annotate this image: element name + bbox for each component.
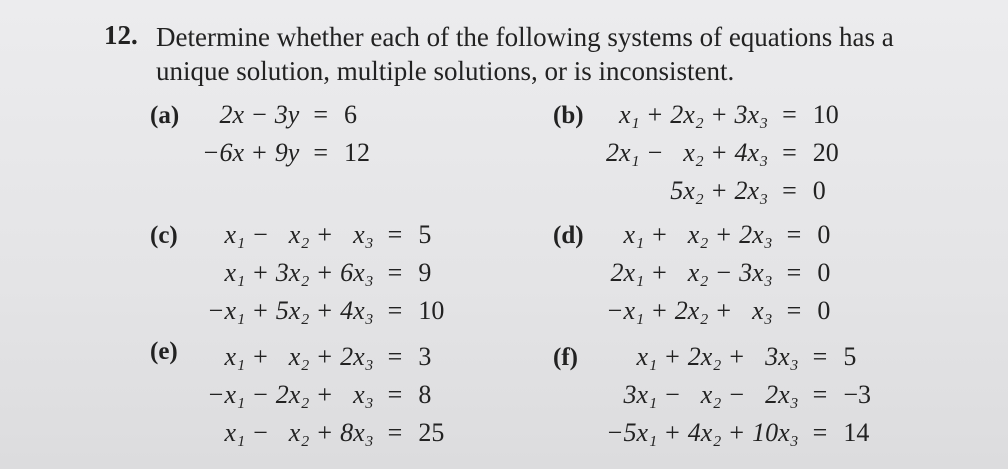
term: x₂ [687,220,709,249]
equation-row [604,414,871,452]
term: 5x₂ [275,296,310,325]
equation-row [205,292,444,330]
operator: + [647,100,663,129]
operator: − [647,138,663,167]
equation-row [604,254,830,292]
term: 2x₃ [765,380,799,409]
equals-sign: = [387,342,403,371]
term: x₃ [752,296,773,325]
operator: + [716,220,732,249]
operator: + [652,220,667,249]
equation-row [604,216,830,254]
system-b [604,96,839,210]
equation-row [200,134,370,172]
operator: + [317,342,333,371]
operator: − [252,100,267,129]
operator: + [253,342,268,371]
term: x₂ [288,418,310,447]
operator [642,172,669,210]
equation-row [604,376,871,414]
term: −x₁ [207,296,246,325]
term: x₁ [224,258,246,287]
operator: + [253,296,268,325]
operator: + [652,296,667,325]
equation-row [604,96,839,134]
term: 2x₃ [734,176,769,205]
rhs-value: 5 [843,342,857,371]
equals-sign: = [782,138,797,167]
term: 6x₃ [340,258,374,287]
term: 10x₃ [752,418,799,447]
equals-sign: = [387,296,403,325]
operator: + [317,418,333,447]
equals-sign: = [313,100,328,129]
operator: + [317,380,333,409]
part-label-a: (a) [150,102,180,129]
term: 4x₃ [734,138,769,167]
part-label-b: (b) [553,102,584,129]
equation-row [604,134,839,172]
rhs-value: 20 [812,138,839,167]
operator: + [665,418,680,447]
equation-row [205,338,444,376]
equals-sign: = [786,220,802,249]
operator: + [711,138,727,167]
term: x₂ [687,258,709,287]
term: x₃ [353,380,374,409]
part-label-d: (d) [553,222,584,249]
equals-sign: = [786,296,802,325]
term: −5x₁ [606,418,658,447]
part-label-f: (f) [553,344,578,371]
problem-number: 12. [104,20,138,50]
term: 5x₂ [670,176,704,205]
equals-sign: = [387,380,403,409]
term: x₂ [683,138,704,167]
equals-sign: = [812,418,828,447]
rhs-value: 0 [817,220,831,249]
operator: + [716,296,732,325]
system-d [604,216,830,330]
term: 2x₂ [687,342,722,371]
operator: + [253,258,268,287]
operator: + [711,176,727,205]
term: 3x₃ [765,342,799,371]
equals-sign: = [313,138,328,167]
rhs-value: 10 [418,296,445,325]
rhs-value: 25 [418,418,445,447]
part-label-e: (e) [150,338,178,365]
term: 3x₁ [623,380,658,409]
system-a [200,96,370,172]
term: 2x₁ [606,138,640,167]
equals-sign: = [782,100,797,129]
rhs-value: 5 [418,220,432,249]
term: 4x₃ [340,296,374,325]
equation-row [205,216,444,254]
term: x₁ [224,342,246,371]
equals-sign: = [812,342,828,371]
term: 3x₃ [739,258,773,287]
operator: + [652,258,667,287]
rhs-value: 14 [843,418,870,447]
operator: + [665,342,680,371]
operator: + [252,138,267,167]
operator: − [665,380,680,409]
term: 2x₂ [670,100,704,129]
equals-sign: = [812,380,828,409]
term: 2x₂ [275,380,310,409]
term: 2x [219,100,245,129]
term: 4x₂ [687,418,722,447]
term: x₂ [288,220,310,249]
rhs-value: 3 [418,342,432,371]
equals-sign: = [387,258,403,287]
term: 2x₃ [340,342,374,371]
term: 3x₂ [275,258,310,287]
term: x₁ [636,342,658,371]
equation-row [205,254,444,292]
rhs-value: −3 [843,380,871,409]
term: x₁ [623,220,645,249]
operator: + [317,220,333,249]
equation-row [205,376,444,414]
operator: + [711,100,727,129]
term: x₂ [700,380,722,409]
operator: − [729,380,745,409]
equals-sign: = [786,258,802,287]
rhs-value: 0 [817,296,831,325]
operator: + [317,258,333,287]
term: 9y [274,138,300,167]
system-f [604,338,871,452]
term: x₂ [288,342,310,371]
equals-sign: = [387,418,403,447]
term: −x₁ [207,380,246,409]
operator: − [716,258,732,287]
rhs-value: 12 [343,138,370,167]
term: x₁ [619,100,640,129]
term: x₃ [353,220,374,249]
operator: + [729,418,745,447]
term: 2x₃ [739,220,773,249]
equation-row [604,292,830,330]
term: x₁ [224,418,246,447]
rhs-value: 0 [812,176,826,205]
term: 3y [274,100,300,129]
equation-row [604,172,839,210]
system-c [205,216,444,330]
term: −6x [202,138,245,167]
rhs-value: 6 [343,100,357,129]
operator: − [253,418,268,447]
rhs-value: 10 [812,100,839,129]
operator: + [729,342,745,371]
rhs-value: 8 [418,380,432,409]
equals-sign: = [387,220,403,249]
equation-row [604,338,871,376]
term [604,172,642,210]
operator: + [317,296,333,325]
term: −x₁ [606,296,645,325]
rhs-value: 0 [817,258,831,287]
system-e [205,338,444,452]
equation-row [205,414,444,452]
term: 2x₁ [610,258,645,287]
term: 8x₃ [340,418,374,447]
equals-sign: = [782,176,797,205]
term: 2x₂ [674,296,709,325]
operator: − [253,380,268,409]
operator: − [253,220,268,249]
part-label-c: (c) [150,222,178,249]
equation-row [200,96,370,134]
term: x₁ [224,220,246,249]
term: 3x₃ [734,100,769,129]
rhs-value: 9 [418,258,432,287]
problem-statement: Determine whether each of the following systems of equations has a unique solution, multiple solutions, or is inconsistent. [156,22,894,86]
